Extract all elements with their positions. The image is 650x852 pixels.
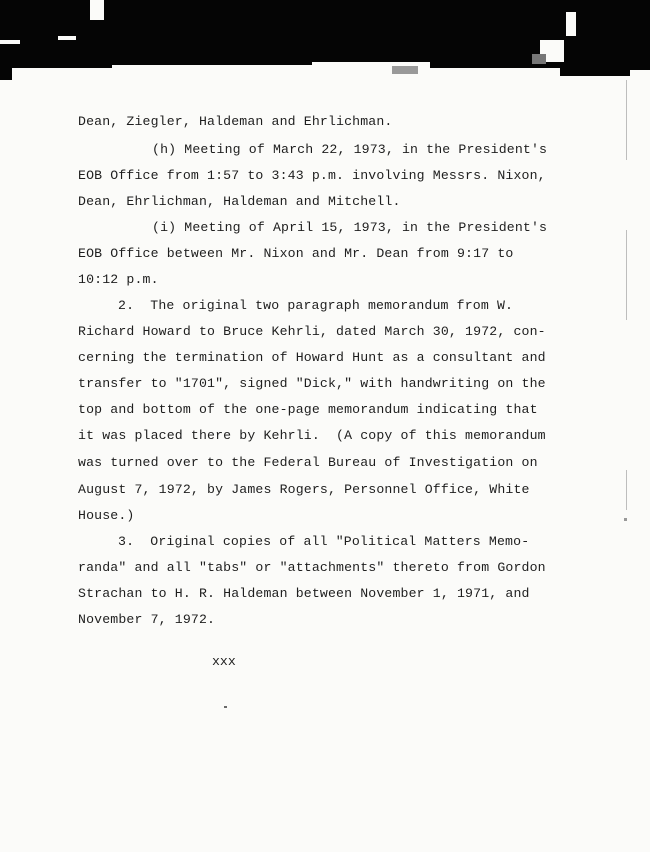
- end-mark: xxx: [212, 654, 236, 669]
- scan-speck: [532, 54, 546, 64]
- redaction-fragment: [430, 62, 580, 68]
- text-line: Strachan to H. R. Haldeman between November 1, 1971, and: [78, 586, 530, 601]
- text-line: House.): [78, 508, 135, 523]
- text-line: cerning the termination of Howard Hunt as a consultant and: [78, 350, 546, 365]
- text-line: Dean, Ehrlichman, Haldeman and Mitchell.: [78, 194, 401, 209]
- text-line: Dean, Ziegler, Haldeman and Ehrlichman.: [78, 114, 393, 129]
- scan-speck: [392, 66, 418, 74]
- scan-speck: [224, 706, 227, 708]
- scan-gap: [0, 40, 20, 44]
- paragraph-3-start: 3. Original copies of all "Political Matters Memo-: [118, 534, 530, 549]
- list-item-i-line: (i) Meeting of April 15, 1973, in the President's: [152, 220, 548, 235]
- text-line: EOB Office from 1:57 to 3:43 p.m. involving Messrs. Nixon,: [78, 168, 546, 183]
- text-line: November 7, 1972.: [78, 612, 216, 627]
- scan-gap: [566, 12, 576, 36]
- text-line: 10:12 p.m.: [78, 272, 159, 287]
- text-line: Richard Howard to Bruce Kehrli, dated March 30, 1972, con-: [78, 324, 546, 339]
- text-line: randa" and all "tabs" or "attachments" thereto from Gordon: [78, 560, 546, 575]
- text-line: it was placed there by Kehrli. (A copy of this memorandum: [78, 428, 546, 443]
- scan-gap: [58, 36, 76, 40]
- list-item-h-line: (h) Meeting of March 22, 1973, in the President's: [152, 142, 548, 157]
- text-line: was turned over to the Federal Bureau of Investigation on: [78, 455, 538, 470]
- text-line: top and bottom of the one-page memorandum indicating that: [78, 402, 538, 417]
- redaction-fragment: [12, 62, 112, 68]
- text-line: transfer to "1701", signed "Dick," with handwriting on the: [78, 376, 546, 391]
- redaction-fragment: [0, 62, 12, 80]
- scan-margin-line: [626, 470, 627, 510]
- paragraph-2-start: 2. The original two paragraph memorandum from W.: [118, 298, 514, 313]
- text-line: August 7, 1972, by James Rogers, Personnel Office, White: [78, 482, 530, 497]
- redaction-fragment: [630, 40, 650, 70]
- scan-margin-line: [626, 80, 627, 160]
- redaction-fragment: [560, 62, 630, 76]
- scan-margin-line: [626, 230, 627, 320]
- redaction-fragment: [112, 62, 312, 65]
- scan-gap: [90, 0, 104, 20]
- text-line: EOB Office between Mr. Nixon and Mr. Dean from 9:17 to: [78, 246, 514, 261]
- scan-speck: [624, 518, 627, 521]
